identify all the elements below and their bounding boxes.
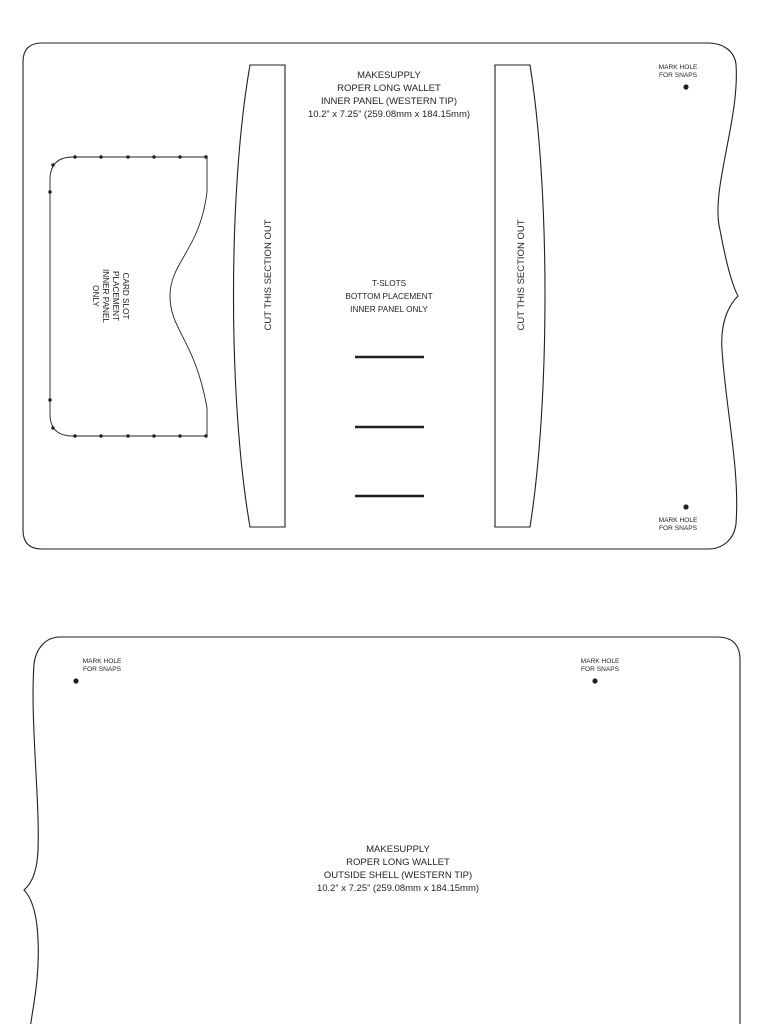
card-slot-line-3: INNER PANEL	[101, 269, 110, 323]
inner-snap-bottom-mark	[683, 504, 688, 509]
tslots-line-1: T-SLOTS	[371, 279, 407, 288]
shell-snap-right-line-1: MARK HOLE	[580, 658, 620, 665]
inner-title-line-1: MAKESUPPLY	[357, 70, 421, 81]
shell-snap-left-line-1: MARK HOLE	[82, 658, 122, 665]
cut-label-left: CUT THIS SECTION OUT	[263, 219, 274, 331]
card-slot-line-1: CARD SLOT	[121, 272, 130, 320]
cut-label-right: CUT THIS SECTION OUT	[516, 219, 527, 331]
shell-snap-right-line-2: FOR SNAPS	[580, 666, 620, 673]
card-slot-line-4: ONLY	[91, 285, 100, 307]
inner-title-line-4: 10.2” x 7.25” (259.08mm x 184.15mm)	[307, 109, 471, 120]
shell-title-line-3: OUTSIDE SHELL (WESTERN TIP)	[323, 870, 473, 881]
shell-snap-right-mark	[592, 678, 597, 683]
tslots-line-3: INNER PANEL ONLY	[350, 305, 428, 314]
shell-title-line-2: ROPER LONG WALLET	[346, 857, 450, 868]
inner-title-line-2: ROPER LONG WALLET	[337, 83, 441, 94]
tslots-line-2: BOTTOM PLACEMENT	[345, 292, 433, 301]
outside-shell	[24, 637, 740, 1024]
inner-snap-top-line-1: MARK HOLE	[658, 64, 698, 71]
shell-title-line-4: 10.2” x 7.25” (259.08mm x 184.15mm)	[316, 883, 480, 894]
inner-snap-top-line-2: FOR SNAPS	[658, 72, 698, 79]
inner-title-line-3: INNER PANEL (WESTERN TIP)	[320, 96, 458, 107]
shell-title-line-1: MAKESUPPLY	[366, 844, 430, 855]
outside-shell-outline	[24, 637, 740, 1024]
inner-snap-bottom-line-1: MARK HOLE	[658, 517, 698, 524]
inner-snap-bottom-line-2: FOR SNAPS	[658, 525, 698, 532]
inner-panel	[23, 43, 738, 549]
card-slot-line-2: PLACEMENT	[111, 270, 120, 322]
card-slot-label	[91, 269, 130, 323]
shell-snap-left-line-2: FOR SNAPS	[82, 666, 122, 673]
inner-snap-top-mark	[683, 84, 688, 89]
shell-snap-left-mark	[73, 678, 78, 683]
cut-section-left	[234, 65, 286, 527]
